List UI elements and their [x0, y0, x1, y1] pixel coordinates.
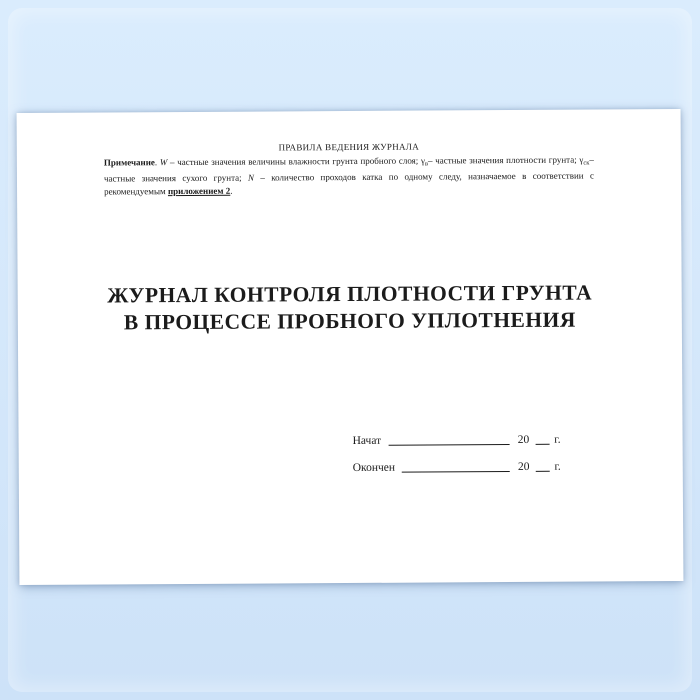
- finished-year-suffix: г.: [554, 460, 561, 473]
- started-year-blank-line: [535, 432, 549, 445]
- note-seg-sk: – частные значения сухого грунта;: [103, 154, 594, 184]
- note-separator: .: [154, 157, 160, 168]
- journal-cover-page: [17, 109, 684, 585]
- note-label: Примечание: [103, 157, 155, 168]
- finished-date-blank-line: [402, 459, 510, 473]
- dates-block: [353, 430, 561, 485]
- note-sub-sk: ск: [583, 159, 590, 167]
- finished-label: Окончен: [352, 461, 396, 474]
- note-seg-v: – частные значения плотности грунта; γ: [427, 154, 584, 166]
- note-seg-w: – частные значения величины влажности грунта пробного слоя; γ: [167, 155, 425, 168]
- finished-year-blank-line: [535, 459, 549, 472]
- date-started-row: [353, 430, 561, 447]
- note-seg-n: – количество проходов катка по одному следу, назначаемое в соответствии с рекомендуемым: [104, 170, 594, 197]
- started-year-suffix: г.: [554, 433, 561, 446]
- title-line-1: ЖУРНАЛ КОНТРОЛЯ ПЛОТНОСТИ ГРУНТА: [107, 280, 593, 308]
- started-label: Начат: [352, 434, 382, 447]
- started-year-prefix: 20: [517, 433, 530, 446]
- started-date-blank-line: [388, 432, 510, 446]
- journal-note: [104, 154, 594, 199]
- title-line-2: В ПРОЦЕССЕ ПРОБНОГО УПЛОТНЕНИЯ: [123, 307, 576, 335]
- journal-title: [18, 279, 682, 337]
- note-var-w: W: [159, 157, 168, 168]
- note-sub-v: в: [424, 160, 429, 168]
- note-var-n: N: [247, 172, 255, 183]
- appendix-2-link: приложением 2: [167, 185, 231, 197]
- note-period: .: [230, 185, 233, 196]
- finished-year-prefix: 20: [517, 460, 530, 473]
- date-finished-row: [353, 457, 561, 474]
- rules-heading: ПРАВИЛА ВЕДЕНИЯ ЖУРНАЛА: [278, 141, 420, 153]
